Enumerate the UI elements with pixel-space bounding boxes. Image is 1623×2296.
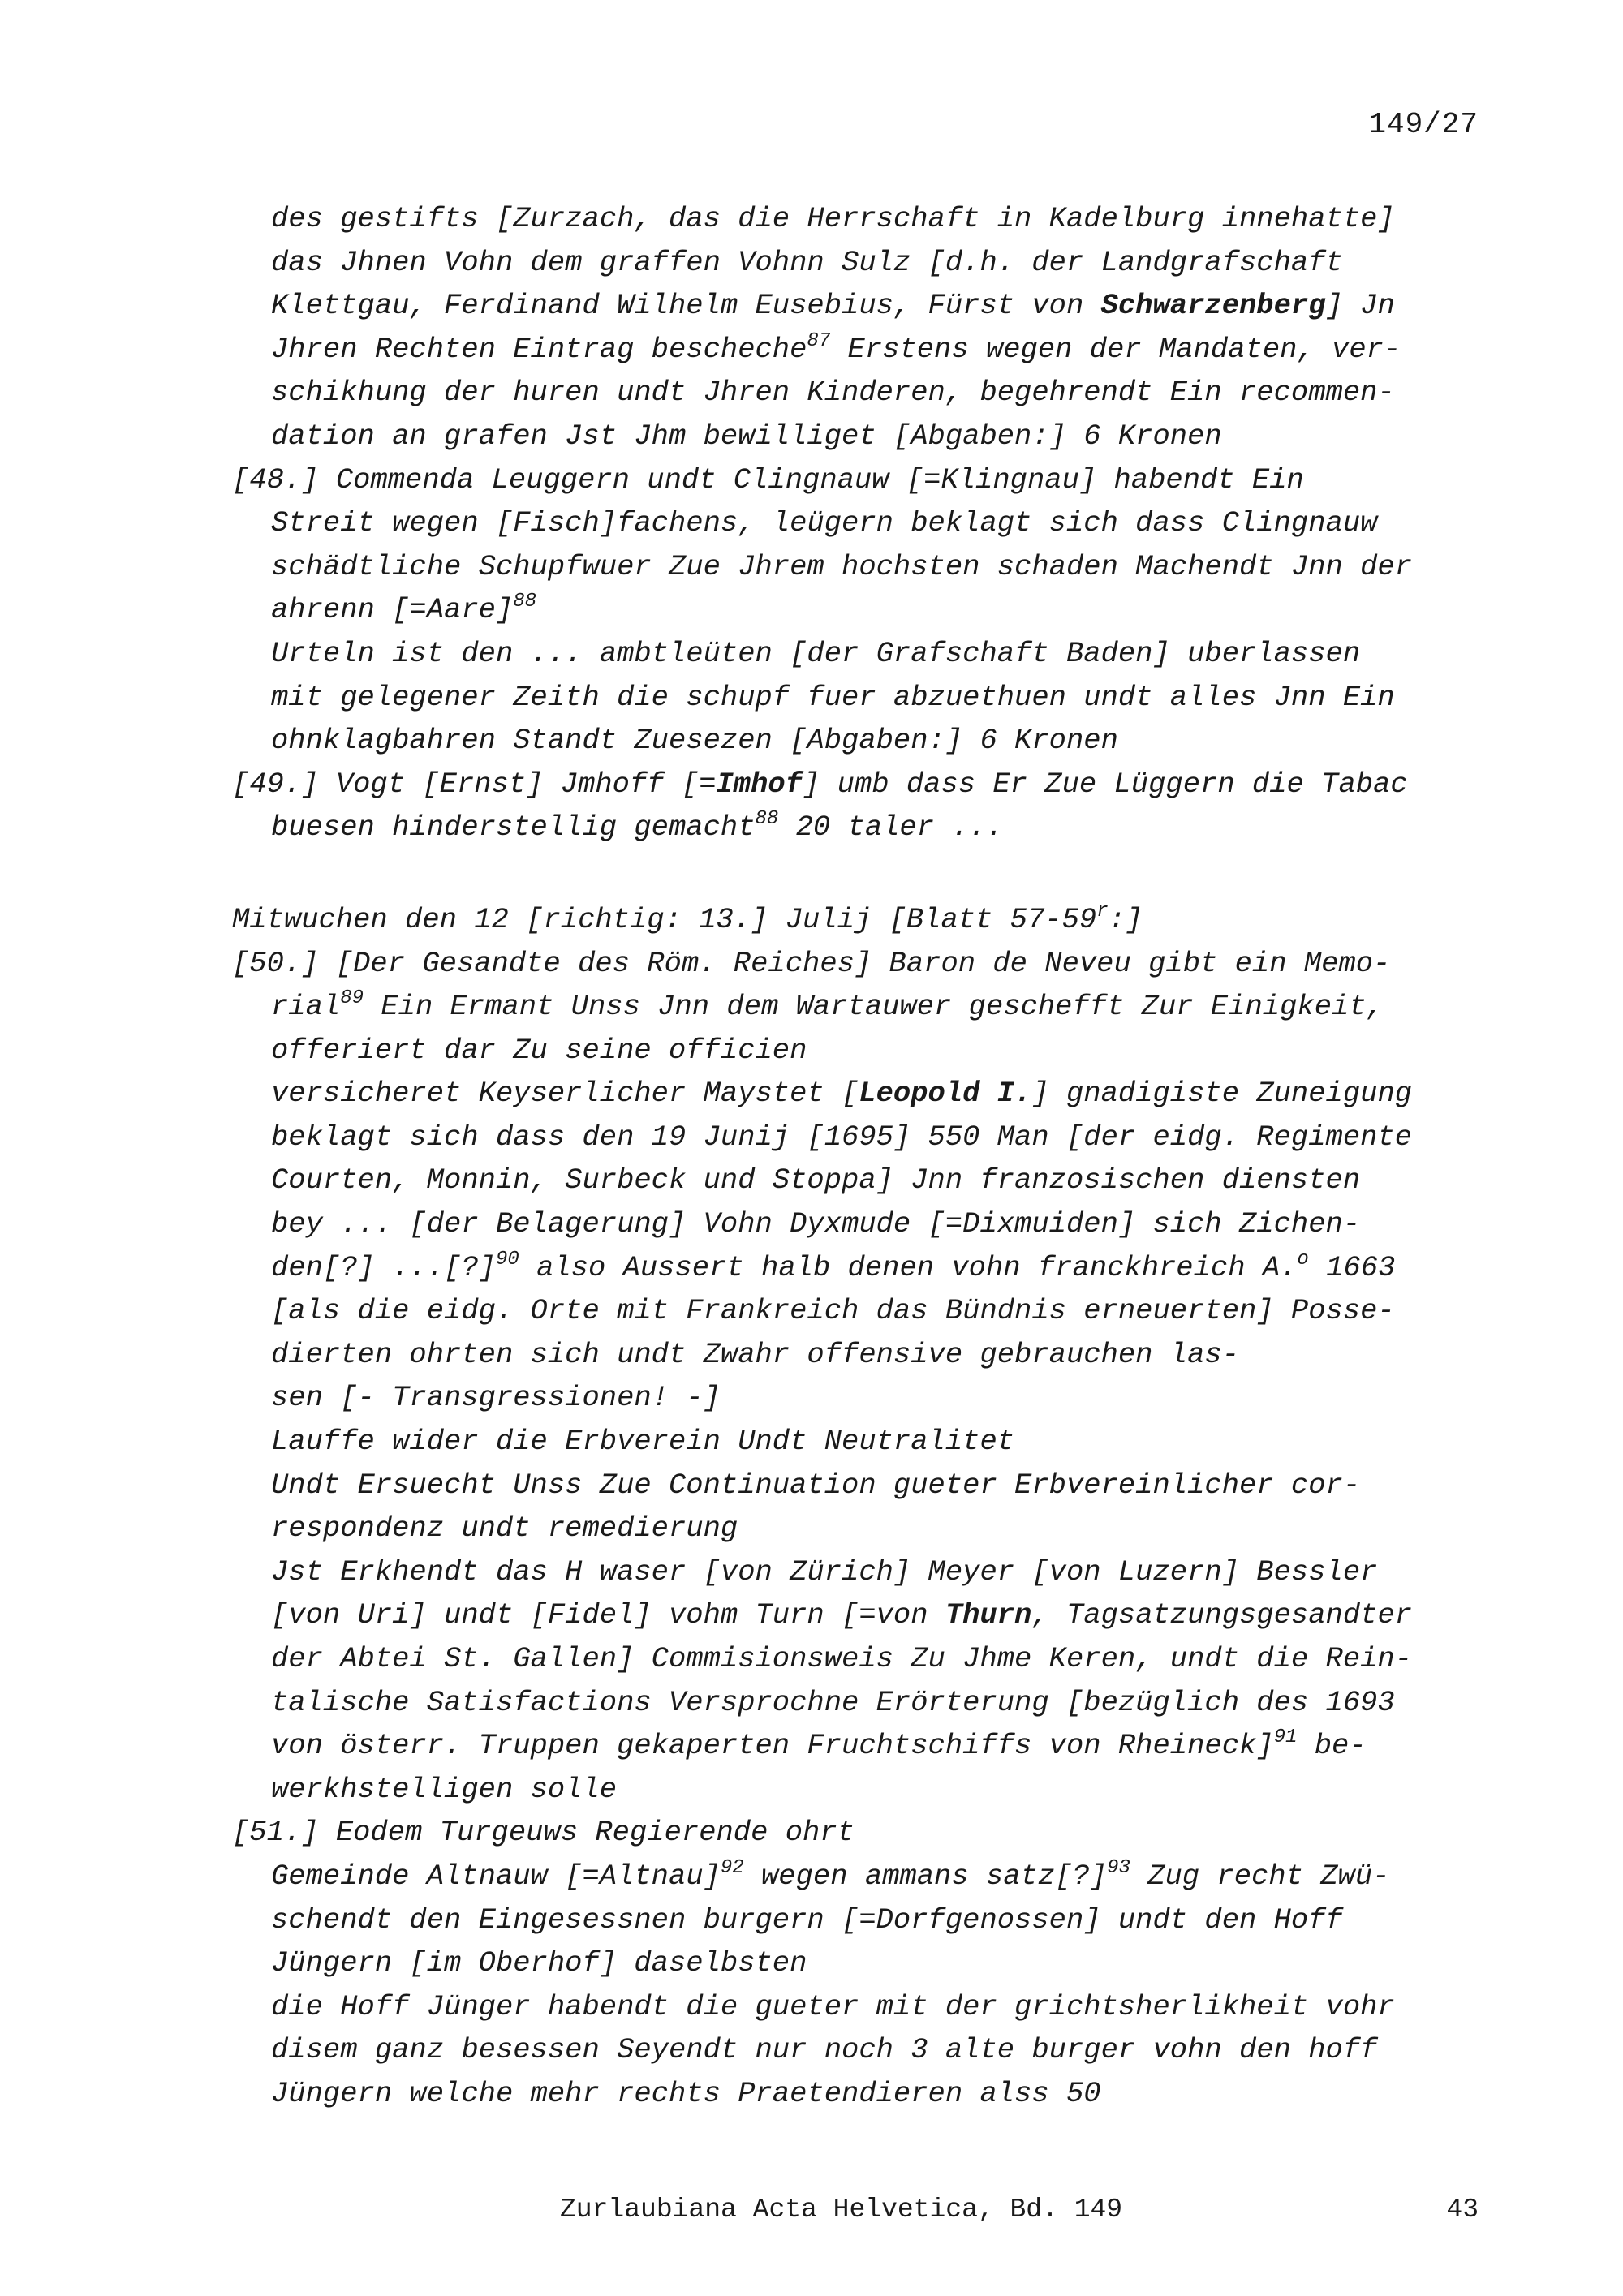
text-line <box>232 501 1474 545</box>
footnote-ref: 91 <box>1273 1726 1298 1749</box>
text-segment: Gemeinde Altnauw [=Altnau] <box>271 1859 721 1893</box>
text-line <box>232 458 1474 502</box>
footnote-ref: 88 <box>513 591 537 613</box>
footnote-ref: 90 <box>495 1248 519 1271</box>
text-segment: Mitwuchen den 12 [richtig: 13.] Julij [Blatt 57-59 <box>232 902 1097 936</box>
text-segment: talische Satisfactions Versprochne Erörterung [bezüglich des 1693 <box>271 1685 1395 1719</box>
bold-name: Leopold I. <box>859 1077 1032 1111</box>
footnote-ref: 88 <box>755 808 779 831</box>
text-line <box>232 1464 1474 1507</box>
text-line <box>232 1855 1474 1898</box>
bold-name: Thurn <box>945 1598 1032 1632</box>
text-line <box>232 1898 1474 1942</box>
text-line <box>232 1941 1474 1985</box>
text-segment: Streit wegen [Fisch]fachens, leügern beklagt sich dass Clingnauw <box>271 506 1378 540</box>
text-line <box>232 898 1474 942</box>
text-segment: schädtliche Schupfwuer Zue Jhrem hochsten schaden Machendt Jnn der <box>271 549 1413 583</box>
text-segment: [51.] Eodem Turgeuws Regierende ohrt <box>232 1816 855 1850</box>
text-line <box>232 328 1474 372</box>
footnote-ref: 89 <box>340 987 364 1010</box>
text-line <box>232 1202 1474 1246</box>
text-line <box>232 545 1474 589</box>
footer-title: Zurlaubiana Acta Helvetica, Bd. 149 <box>560 2195 1123 2225</box>
text-line <box>232 1985 1474 2029</box>
text-segment: schendt den Eingesessnen burgern [=Dorfgenossen] undt den Hoff <box>271 1903 1343 1937</box>
text-segment: Jhren Rechten Eintrag bescheche <box>271 332 807 366</box>
text-segment: also Aussert halb denen vohn franckhreich A. <box>519 1250 1298 1284</box>
text-segment: Courten, Monnin, Surbeck und Stoppa] Jnn franzosischen diensten <box>271 1163 1361 1197</box>
text-segment: das Jhnen Vohn dem graffen Vohnn Sulz [d.h. der Landgrafschaft <box>271 245 1343 279</box>
text-segment: [von Uri] undt [Fidel] vohm Turn [=von <box>271 1598 945 1632</box>
text-segment: offeriert dar Zu seine officien <box>271 1033 807 1067</box>
blank-line <box>232 849 1474 898</box>
text-segment: von österr. Truppen gekaperten Fruchtschiffs von Rheineck] <box>271 1729 1274 1763</box>
text-line <box>232 1724 1474 1768</box>
text-segment: disem ganz besessen Seyendt nur noch 3 alte burger vohn den hoff <box>271 2033 1378 2067</box>
text-segment: Jüngern welche mehr rechts Praetendieren alss 50 <box>271 2076 1101 2110</box>
text-segment: [50.] [Der Gesandte des Röm. Reiches] Baron de Neveu gibt ein Memo- <box>232 946 1391 980</box>
text-segment: buesen hinderstellig gemacht <box>271 810 756 845</box>
text-segment: wegen ammans satz[?] <box>743 1859 1108 1893</box>
text-segment: 20 taler ... <box>778 810 1004 845</box>
bold-name: Schwarzenberg <box>1100 289 1326 323</box>
text-segment: be- <box>1297 1729 1367 1763</box>
text-segment: bey ... [der Belagerung] Vohn Dyxmude [=Dixmuiden] sich Zichen- <box>271 1207 1361 1241</box>
bold-name: Imhof <box>716 767 803 801</box>
text-line <box>232 1289 1474 1333</box>
text-line <box>232 1159 1474 1202</box>
text-line <box>232 942 1474 986</box>
text-segment: versicheret Keyserlicher Maystet [ <box>271 1077 859 1111</box>
text-segment: ohnklagbahren Standt Zuesezen [Abgaben:] 6 Kronen <box>271 724 1118 758</box>
text-segment: ] gnadigiste Zuneigung <box>1031 1077 1413 1111</box>
text-segment: respondenz undt remedierung <box>271 1511 738 1546</box>
footnote-ref: 87 <box>807 329 831 352</box>
text-line <box>232 284 1474 328</box>
text-segment: :] <box>1108 902 1143 936</box>
text-line <box>232 632 1474 676</box>
text-line <box>232 1420 1474 1464</box>
text-line <box>232 1593 1474 1637</box>
text-segment: Jst Erkhendt das H waser [von Zürich] Meyer [von Luzern] Bessler <box>271 1554 1378 1589</box>
text-segment: den[?] ...[?] <box>271 1250 496 1284</box>
text-segment: Erstens wegen der Mandaten, ver- <box>830 332 1401 366</box>
text-segment: ] umb dass Er Zue Lüggern die Tabac <box>803 767 1408 801</box>
text-segment: [als die eidg. Orte mit Frankreich das Bündnis erneuerten] Posse- <box>271 1294 1395 1328</box>
text-line <box>232 415 1474 458</box>
text-line <box>232 1550 1474 1594</box>
text-line <box>232 197 1474 241</box>
text-segment: ] Jn <box>1325 289 1395 323</box>
text-segment: werkhstelligen solle <box>271 1772 618 1806</box>
text-segment: Klettgau, Ferdinand Wilhelm Eusebius, Fürst von <box>271 289 1101 323</box>
text-line <box>232 1333 1474 1377</box>
text-line <box>232 806 1474 849</box>
text-line <box>232 1072 1474 1116</box>
text-segment: sen [- Transgressionen! -] <box>271 1381 721 1415</box>
body-text <box>232 197 1474 2116</box>
header-page-reference: 149/27 <box>1368 108 1479 141</box>
text-line <box>232 241 1474 285</box>
footnote-ref: 92 <box>720 1856 744 1879</box>
text-line <box>232 1029 1474 1073</box>
text-line <box>232 1507 1474 1550</box>
text-segment: Zug recht Zwü- <box>1130 1859 1390 1893</box>
footnote-ref: r <box>1096 900 1109 922</box>
footnote-ref: 93 <box>1107 1856 1130 1879</box>
text-line <box>232 588 1474 632</box>
text-line <box>232 1376 1474 1420</box>
text-segment: der Abtei St. Gallen] Commisionsweis Zu Jhme Keren, undt die Rein- <box>271 1642 1413 1675</box>
footnote-ref: o <box>1297 1248 1309 1271</box>
text-line <box>232 1681 1474 1725</box>
text-line <box>232 1637 1474 1681</box>
text-segment: ahrenn [=Aare] <box>271 593 514 627</box>
text-segment: Lauffe wider die Erbverein Undt Neutralitet <box>271 1425 1015 1459</box>
text-segment: die Hoff Jünger habendt die gueter mit der grichtsherlikheit vohr <box>271 1989 1395 2023</box>
text-line <box>232 1246 1474 1290</box>
text-segment: beklagt sich dass den 19 Junij [1695] 550 Man [der eidg. Regimente <box>271 1120 1413 1154</box>
text-segment: schikhung der huren undt Jhren Kinderen, begehrendt Ein recommen- <box>271 376 1395 410</box>
text-segment: Undt Ersuecht Unss Zue Continuation gueter Erbvereinlicher cor- <box>271 1468 1361 1502</box>
text-segment: 1663 <box>1308 1250 1396 1284</box>
text-segment: rial <box>271 990 341 1024</box>
text-line <box>232 719 1474 763</box>
text-line <box>232 1116 1474 1159</box>
text-segment: Ein Ermant Unss Jnn dem Wartauwer geschefft Zur Einigkeit, <box>364 990 1384 1024</box>
text-segment: Urteln ist den ... ambtleüten [der Grafschaft Baden] uberlassen <box>271 636 1361 670</box>
text-segment: , Tagsatzungsgesandter <box>1031 1598 1413 1632</box>
footer-page-number: 43 <box>1446 2195 1479 2225</box>
text-segment: Jüngern [im Oberhof] daselbsten <box>271 1946 807 1980</box>
text-line <box>232 985 1474 1029</box>
text-line <box>232 2028 1474 2072</box>
text-line <box>232 763 1474 806</box>
text-line <box>232 1768 1474 1812</box>
text-segment: dation an grafen Jst Jhm bewilliget [Abgaben:] 6 Kronen <box>271 419 1222 453</box>
text-line <box>232 676 1474 720</box>
text-segment: [48.] Commenda Leuggern undt Clingnauw [=Klingnau] habendt Ein <box>232 462 1304 497</box>
text-segment: des gestifts [Zurzach, das die Herrschaft in Kadelburg innehatte] <box>271 202 1395 235</box>
text-segment: [49.] Vogt [Ernst] Jmhoff [= <box>232 767 717 801</box>
text-line <box>232 2072 1474 2116</box>
text-line <box>232 371 1474 415</box>
text-segment: dierten ohrten sich undt Zwahr offensive gebrauchen las- <box>271 1337 1239 1371</box>
text-segment: mit gelegener Zeith die schupf fuer abzuethuen undt alles Jnn Ein <box>271 680 1395 714</box>
text-line <box>232 1811 1474 1855</box>
